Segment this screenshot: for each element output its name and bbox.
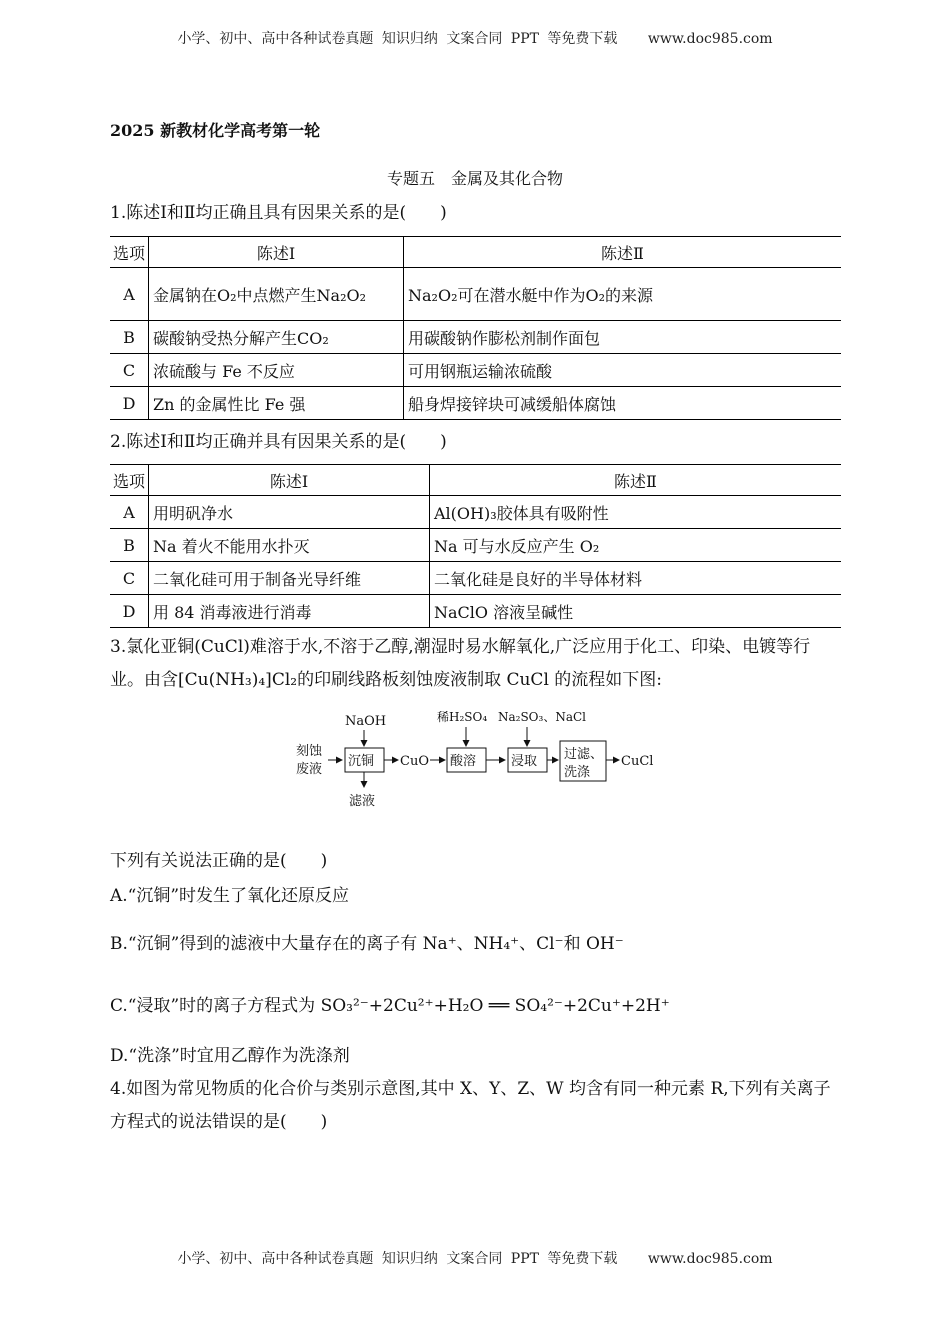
q2-row-statement-1: 用明矾净水 — [149, 496, 430, 529]
q3-option-a: A.“沉铜”时发生了氧化还原反应 — [110, 886, 350, 906]
process-flow-diagram — [290, 703, 670, 813]
q1-stem: 1.陈述Ⅰ和Ⅱ均正确且具有因果关系的是( ) — [110, 203, 447, 223]
flow-reagent-na2so3: Na₂SO₃、NaCl — [498, 710, 587, 724]
q1-row-statement-2: Na₂O₂可在潜水艇中作为O₂的来源 — [404, 268, 842, 321]
q1-row-statement-1: 浓硫酸与 Fe 不反应 — [149, 354, 404, 387]
footer-text: 小学、初中、高中各种试卷真题 知识归纳 文案合同 PPT 等免费下载 — [177, 1251, 618, 1267]
q2-row-statement-2: Na 可与水反应产生 O₂ — [430, 529, 842, 562]
flow-start-line1: 刻蚀 — [296, 744, 323, 759]
q1-header-option: 选项 — [110, 237, 149, 268]
page-header — [0, 28, 950, 48]
flow-reagent-h2so4: 稀H₂SO₄ — [437, 710, 488, 724]
q1-row-option: D — [110, 387, 149, 420]
q2-table — [110, 464, 841, 628]
flow-filtrate: 滤液 — [349, 794, 376, 809]
q2-row-option: B — [110, 529, 149, 562]
table-row — [110, 354, 841, 387]
q4-stem: 4.如图为常见物质的化合价与类别示意图,其中 X、Y、Z、W 均含有同一种元素 R,下列有关离子方程式的说法错误的是( ) — [110, 1079, 831, 1132]
flow-step3-label: 浸取 — [511, 754, 538, 769]
q2-row-statement-2: 二氧化硅是良好的半导体材料 — [430, 562, 842, 595]
table-row — [110, 268, 841, 321]
q2-header-s1: 陈述Ⅰ — [149, 465, 430, 496]
q2-row-statement-2: NaClO 溶液呈碱性 — [430, 595, 842, 628]
flow-step4-line1: 过滤、 — [564, 747, 604, 762]
q1-row-option: C — [110, 354, 149, 387]
q1-row-option: A — [110, 268, 149, 321]
q2-row-option: D — [110, 595, 149, 628]
q3-option-b: B.“沉铜”得到的滤液中大量存在的离子有 Na⁺、NH₄⁺、Cl⁻和 OH⁻ — [110, 934, 624, 954]
topic-title: 专题五 金属及其化合物 — [386, 169, 563, 188]
q1-header-s2: 陈述Ⅱ — [404, 237, 842, 268]
q2-row-statement-1: 二氧化硅可用于制备光导纤维 — [149, 562, 430, 595]
q2-row-statement-2: Al(OH)₃胶体具有吸附性 — [430, 496, 842, 529]
q1-table — [110, 236, 841, 420]
q1-row-option: B — [110, 321, 149, 354]
table-row — [110, 387, 841, 420]
q1-row-statement-1: 碳酸钠受热分解产生CO₂ — [149, 321, 404, 354]
flow-reagent-naoh: NaOH — [345, 714, 387, 729]
flow-step2-label: 酸溶 — [450, 754, 477, 769]
q1-row-statement-1: Zn 的金属性比 Fe 强 — [149, 387, 404, 420]
q2-row-option: A — [110, 496, 149, 529]
q2-header-s2: 陈述Ⅱ — [430, 465, 842, 496]
q2-row-statement-1: 用 84 消毒液进行消毒 — [149, 595, 430, 628]
q3-stem: 3.氯化亚铜(CuCl)难溶于水,不溶于乙醇,潮湿时易水解氧化,广泛应用于化工、印染、电镀等行业。由含[Cu(NH₃)₄]Cl₂的印刷线路板刻蚀废液制取 CuCl 的流程如下图: — [110, 637, 811, 690]
flow-step1-label: 沉铜 — [348, 754, 375, 769]
q1-row-statement-1: 金属钠在O₂中点燃产生Na₂O₂ — [149, 268, 404, 321]
page-footer — [0, 1248, 950, 1268]
q2-header-option: 选项 — [110, 465, 149, 496]
flow-start-line2: 废液 — [296, 762, 323, 777]
q2-row-statement-1: Na 着火不能用水扑灭 — [149, 529, 430, 562]
header-text: 小学、初中、高中各种试卷真题 知识归纳 文案合同 PPT 等免费下载 — [177, 31, 618, 47]
flow-product: CuCl — [621, 754, 654, 769]
table-row — [110, 595, 841, 628]
q1-header-s1: 陈述Ⅰ — [149, 237, 404, 268]
q2-stem: 2.陈述Ⅰ和Ⅱ均正确并具有因果关系的是( ) — [110, 432, 447, 452]
table-row — [110, 496, 841, 529]
flow-cuo: CuO — [400, 754, 429, 769]
flow-step4-line2: 洗涤 — [564, 765, 591, 780]
q3-option-d: D.“洗涤”时宜用乙醇作为洗涤剂 — [110, 1046, 350, 1066]
header-site[interactable]: www.doc985.com — [647, 31, 773, 47]
q1-row-statement-2: 可用钢瓶运输浓硫酸 — [404, 354, 842, 387]
footer-site[interactable]: www.doc985.com — [647, 1251, 773, 1267]
table-row — [110, 321, 841, 354]
table-row — [110, 529, 841, 562]
q1-row-statement-2: 用碳酸钠作膨松剂制作面包 — [404, 321, 842, 354]
q3-prompt: 下列有关说法正确的是( ) — [110, 851, 328, 871]
table-row — [110, 562, 841, 595]
q1-row-statement-2: 船身焊接锌块可减缓船体腐蚀 — [404, 387, 842, 420]
q2-row-option: C — [110, 562, 149, 595]
q3-option-c: C.“浸取”时的离子方程式为 SO₃²⁻+2Cu²⁺+H₂O ══ SO₄²⁻+2Cu⁺+2H⁺ — [110, 996, 670, 1016]
document-title: 2025 新教材化学高考第一轮 — [110, 121, 321, 140]
